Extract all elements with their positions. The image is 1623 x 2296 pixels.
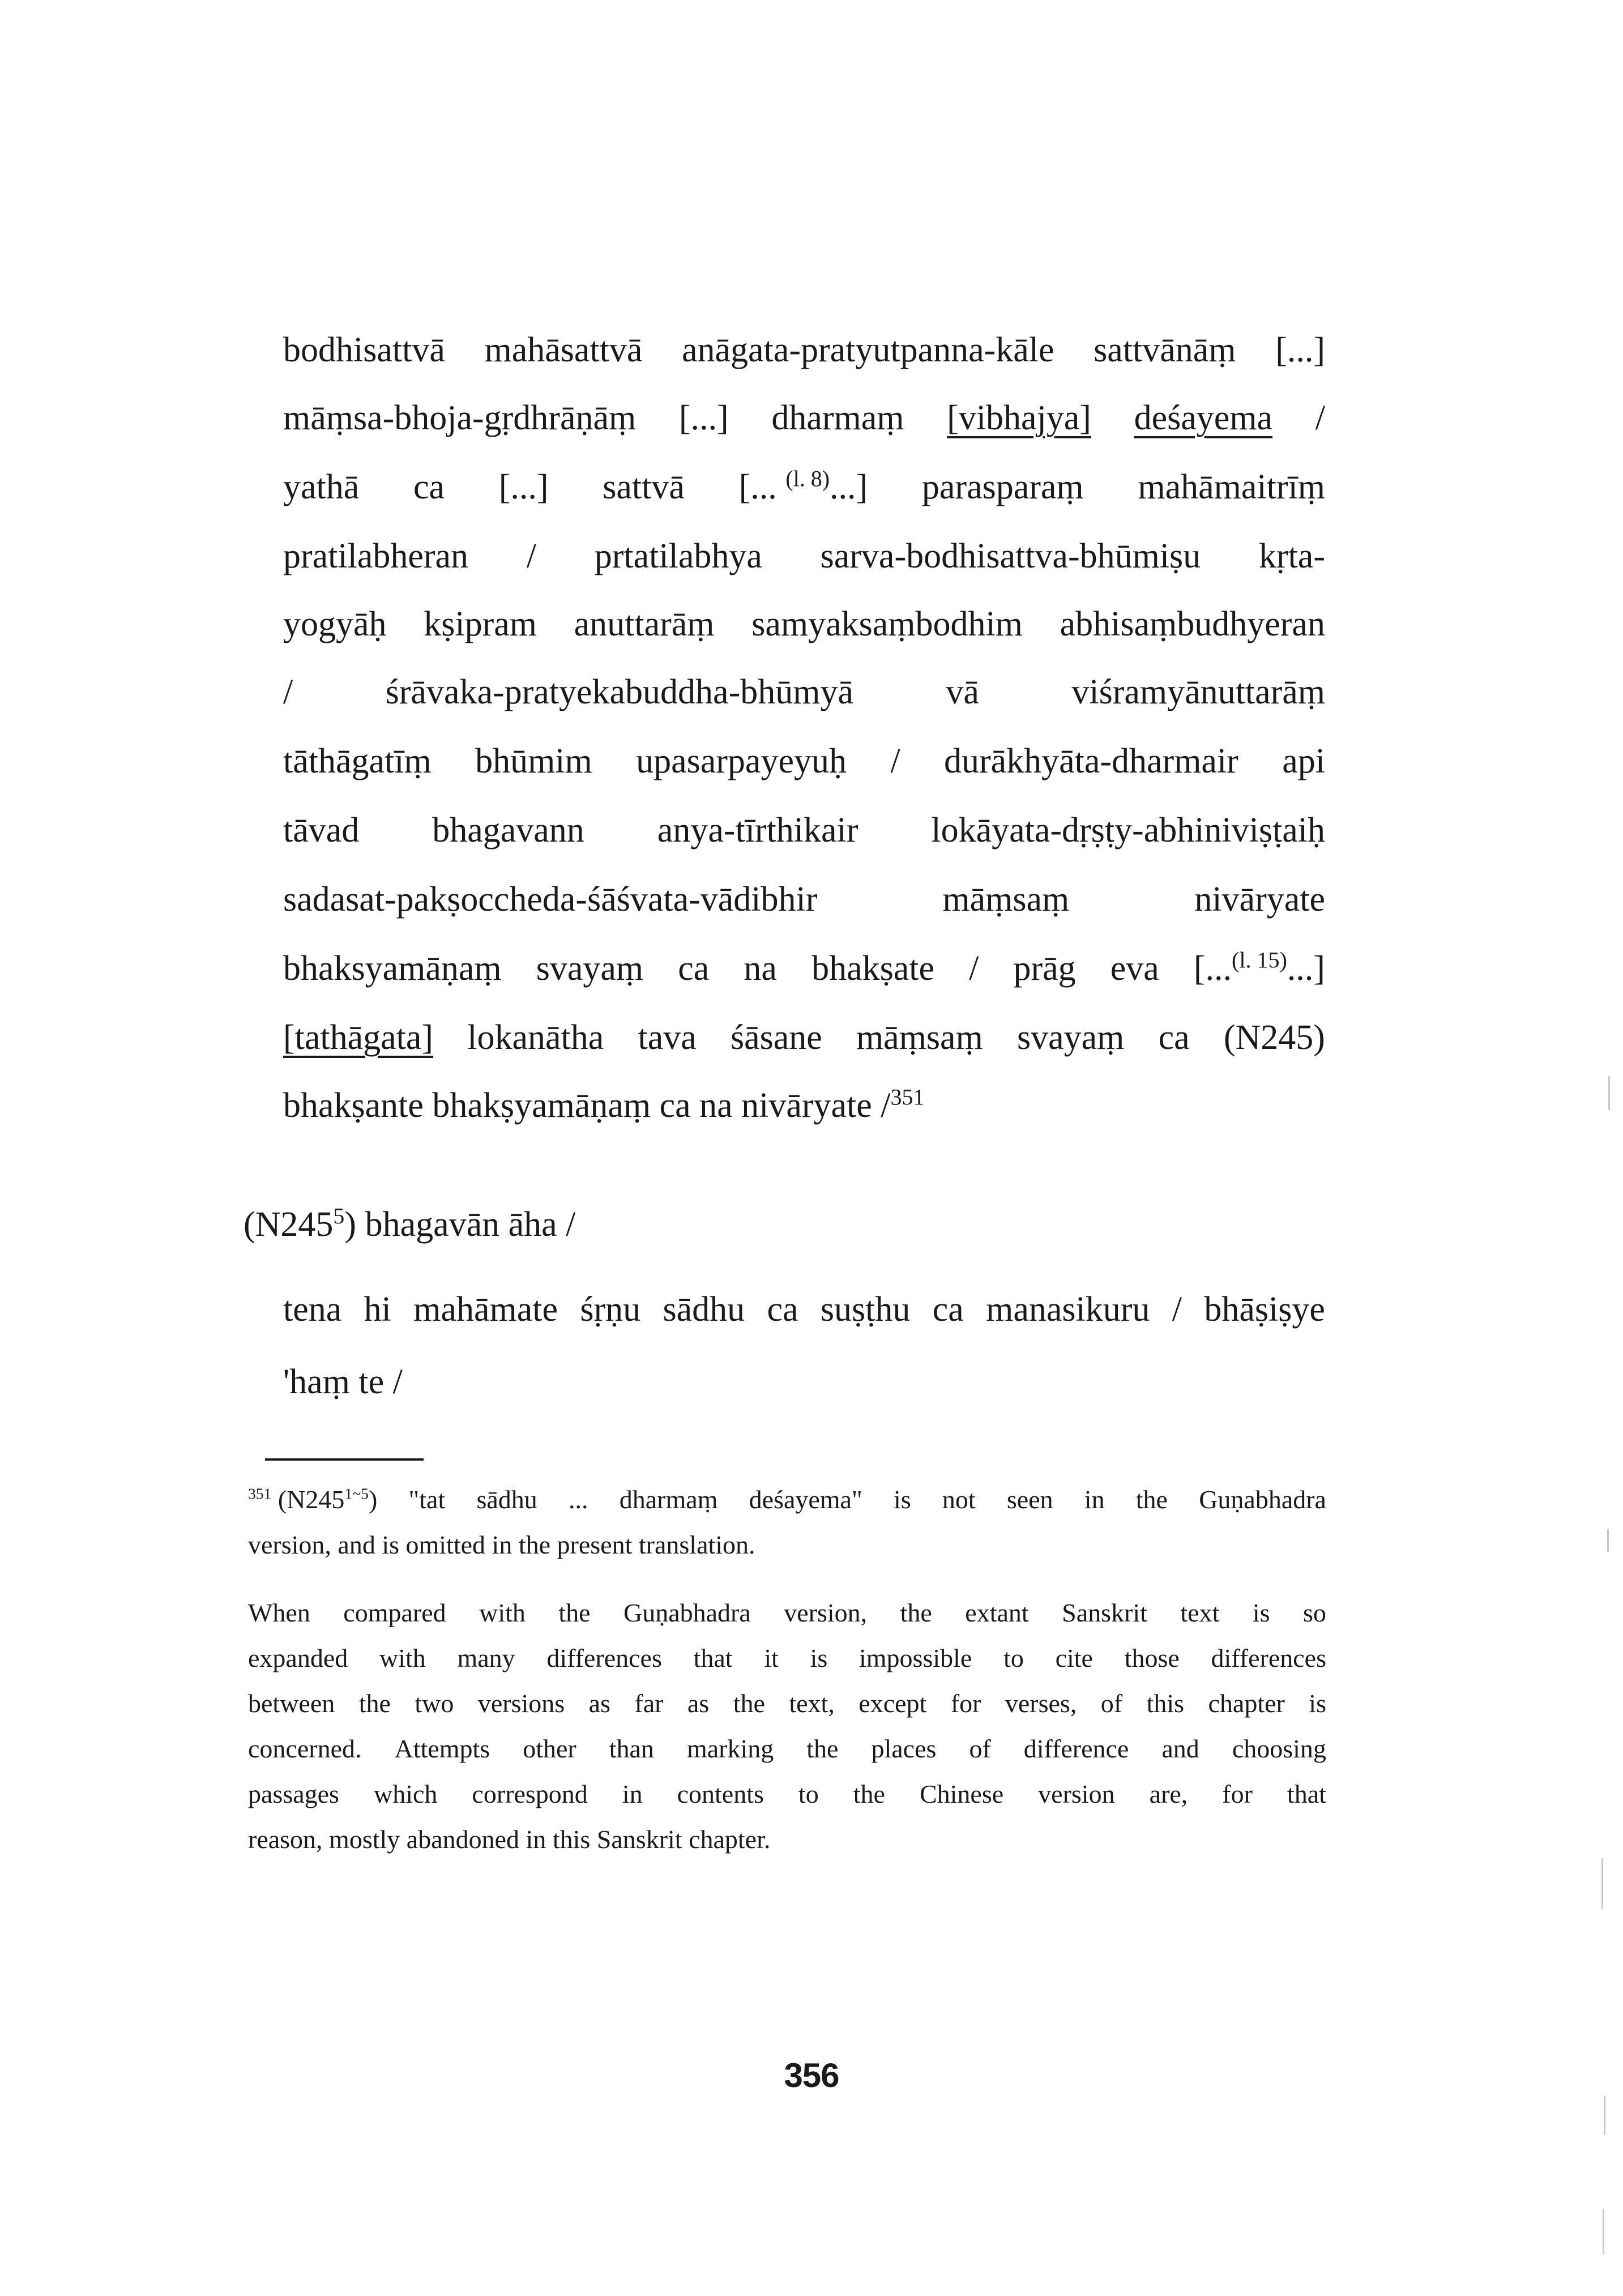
- word: /: [969, 949, 979, 988]
- footnote-line-2: [248, 1522, 755, 1568]
- reply-line-1: [283, 1281, 1325, 1338]
- word: When: [248, 1598, 310, 1627]
- word: version: [1038, 1779, 1115, 1808]
- word: which: [373, 1779, 438, 1808]
- word: svayaṃ: [536, 949, 644, 988]
- word: seen: [1006, 1485, 1053, 1514]
- reply-line-2: [283, 1354, 403, 1410]
- text-line-6: [283, 664, 1325, 720]
- word: as: [687, 1689, 710, 1718]
- word: to: [798, 1779, 819, 1808]
- scan-mark: [1604, 2096, 1605, 2135]
- word: dharmaṃ: [771, 399, 904, 437]
- footnote-reference: 351: [890, 1084, 925, 1110]
- word: between: [248, 1689, 335, 1718]
- footnote-separator: [265, 1458, 424, 1461]
- line-reference: (l. 8): [785, 466, 830, 492]
- word: ...: [569, 1485, 588, 1514]
- underlined-word: [tathāgata]: [283, 1018, 434, 1057]
- word: many: [457, 1644, 515, 1672]
- word: compared: [343, 1598, 446, 1627]
- word: śrāvaka-pratyekabuddha-bhūmyā: [385, 673, 853, 711]
- word: sādhu: [663, 1290, 745, 1329]
- footnote-ref-sup: 1~5: [344, 1484, 369, 1503]
- word: bhaksyamāṇaṃ: [283, 949, 502, 988]
- word: [...]: [678, 399, 729, 437]
- word: than: [609, 1734, 654, 1763]
- word: śāsane: [730, 1018, 822, 1057]
- word: na: [744, 949, 777, 988]
- word: tava: [638, 1018, 697, 1057]
- word: abhisaṃbudhyeran: [1060, 605, 1325, 643]
- word: cite: [1055, 1644, 1093, 1672]
- word: parasparaṃ: [921, 468, 1084, 506]
- word: bhakṣate: [812, 949, 934, 988]
- word: in: [1084, 1485, 1105, 1514]
- word: dharmaṃ: [619, 1485, 718, 1514]
- word: except: [859, 1689, 927, 1718]
- word: two: [415, 1689, 454, 1718]
- word: viśramyānuttarāṃ: [1071, 673, 1325, 711]
- footnote-para-line-2: [248, 1636, 1326, 1681]
- line-reference: (l. 15): [1232, 947, 1287, 973]
- word: extant: [965, 1598, 1029, 1627]
- word: /: [283, 673, 293, 711]
- word: for: [950, 1689, 981, 1718]
- text-line-12: [283, 1077, 925, 1134]
- word: text: [1180, 1598, 1220, 1627]
- word: yathā: [283, 468, 360, 506]
- word: lokanātha: [467, 1018, 604, 1057]
- lacuna-with-line-ref: [739, 459, 868, 515]
- lacuna-close: ...]: [830, 468, 868, 506]
- word: tāthāgatīṃ: [283, 742, 432, 780]
- scan-mark: [1608, 1076, 1610, 1110]
- word: vā: [946, 673, 979, 711]
- text-line-9: [283, 871, 1325, 928]
- word: yogyāḥ: [283, 605, 387, 643]
- word: /: [1315, 399, 1325, 437]
- text-line-11: [283, 1009, 1325, 1066]
- word: bhagavann: [432, 811, 584, 850]
- word: to: [1003, 1644, 1024, 1672]
- word: is: [810, 1644, 828, 1672]
- scan-mark: [1603, 2209, 1604, 2254]
- word: ca: [932, 1290, 964, 1329]
- word: prtatilabhya: [594, 537, 762, 575]
- word: is: [1309, 1689, 1326, 1718]
- word: with: [379, 1644, 426, 1672]
- word: other: [523, 1734, 576, 1763]
- word: impossible: [859, 1644, 972, 1672]
- word: passages: [248, 1779, 339, 1808]
- word: /: [526, 537, 537, 575]
- word: the: [806, 1734, 839, 1763]
- word: bodhisattvā: [283, 331, 445, 369]
- word: text,: [789, 1689, 835, 1718]
- footnote-ref-close: ): [368, 1485, 378, 1514]
- word: is: [893, 1485, 911, 1514]
- word: sadasat-pakṣoccheda-śāśvata-vādibhir: [283, 880, 818, 919]
- word: correspond: [472, 1779, 588, 1808]
- word: so: [1302, 1598, 1326, 1627]
- word: bhūmim: [475, 742, 592, 780]
- line-text: bhakṣante bhakṣyamāṇaṃ ca na nivāryate /: [283, 1086, 891, 1125]
- underlined-word: deśayema: [1134, 399, 1273, 437]
- word: māṃsa-bhoja-gṛdhrāṇāṃ: [283, 399, 637, 437]
- underlined-word: [vibhajya]: [947, 399, 1091, 437]
- word: hi: [364, 1290, 391, 1329]
- word: [...]: [1275, 331, 1325, 369]
- word: kṛta-: [1258, 537, 1325, 575]
- word: (N245): [1223, 1018, 1325, 1057]
- word: /: [1172, 1290, 1182, 1329]
- scan-mark: [1601, 1858, 1603, 1909]
- word: api: [1282, 742, 1325, 780]
- word: śṛṇu: [580, 1290, 641, 1329]
- text-line-7: [283, 733, 1325, 789]
- word: concerned.: [248, 1734, 362, 1763]
- word: of: [1100, 1689, 1123, 1718]
- word: samyaksaṃbodhim: [751, 605, 1023, 643]
- section-ref: (N245: [244, 1205, 334, 1244]
- text-line-5: [283, 596, 1325, 652]
- lacuna-open: [...: [738, 468, 777, 506]
- word: ca: [1158, 1018, 1190, 1057]
- word: not: [942, 1485, 976, 1514]
- word: mahāsattvā: [484, 331, 643, 369]
- footnote-ref: (N245: [277, 1485, 345, 1514]
- word: differences: [546, 1644, 662, 1672]
- word: sattvānāṃ: [1094, 331, 1236, 369]
- footnote-para-line-3: [248, 1681, 1326, 1726]
- word: those: [1124, 1644, 1180, 1672]
- word: ca: [678, 949, 710, 988]
- word: marking: [686, 1734, 774, 1763]
- word: prāg: [1013, 949, 1076, 988]
- section-ref-close: ): [344, 1205, 357, 1244]
- word: Guṇabhadra: [1199, 1485, 1326, 1514]
- word: places: [871, 1734, 937, 1763]
- word: mahāmate: [413, 1290, 558, 1329]
- word: lokāyata-dṛṣṭy-abhiniviṣṭaiḥ: [931, 811, 1325, 850]
- word: eva: [1110, 949, 1159, 988]
- page-number: 356: [784, 2056, 839, 2094]
- word: mahāmaitrīṃ: [1138, 468, 1325, 506]
- footnote-lead: [248, 1477, 377, 1522]
- word: Attempts: [394, 1734, 490, 1763]
- footnote-para-line-1: [248, 1590, 1326, 1636]
- word: expanded: [248, 1644, 348, 1672]
- word: the: [1135, 1485, 1168, 1514]
- word: versions: [477, 1689, 565, 1718]
- word: difference: [1023, 1734, 1129, 1763]
- text-line-2: [283, 390, 1325, 446]
- word: the: [733, 1689, 765, 1718]
- word: in: [622, 1779, 643, 1808]
- scan-mark: [1607, 1529, 1609, 1552]
- word: differences: [1211, 1644, 1326, 1672]
- word: tāvad: [283, 811, 360, 850]
- lacuna-open: [...: [1193, 949, 1232, 988]
- text-line-1: [283, 322, 1325, 378]
- word: the: [900, 1598, 932, 1627]
- word: anya-tīrthikair: [657, 811, 859, 850]
- word: bhāṣiṣye: [1204, 1290, 1325, 1329]
- section-heading: [244, 1196, 575, 1253]
- word: that: [1287, 1779, 1326, 1808]
- text-line-10: [283, 940, 1325, 997]
- lacuna-close: ...]: [1287, 949, 1325, 988]
- word: nivāryate: [1194, 880, 1325, 919]
- word: [...]: [498, 468, 549, 506]
- word: contents: [677, 1779, 764, 1808]
- word: tena: [283, 1290, 342, 1329]
- word: Chinese: [919, 1779, 1004, 1808]
- word: sattvā: [603, 468, 685, 506]
- word: and: [1161, 1734, 1199, 1763]
- word: the: [358, 1689, 391, 1718]
- word: is: [1252, 1598, 1270, 1627]
- word: verses,: [1005, 1689, 1077, 1718]
- word: choosing: [1232, 1734, 1326, 1763]
- word: Sanskrit: [1062, 1598, 1147, 1627]
- word: of: [969, 1734, 991, 1763]
- footnote-para-line-6: [248, 1817, 770, 1862]
- word: deśayema": [749, 1485, 862, 1514]
- word: the: [853, 1779, 885, 1808]
- text-line-8: [283, 802, 1325, 859]
- line-text: reason, mostly abandoned in this Sanskrit chapter.: [248, 1825, 771, 1854]
- section-ref-sup: 5: [333, 1203, 345, 1229]
- word: pratilabheran: [283, 537, 469, 575]
- word: anāgata-pratyutpanna-kāle: [682, 331, 1054, 369]
- word: sādhu: [476, 1485, 537, 1514]
- word: manasikuru: [986, 1290, 1150, 1329]
- word: this: [1146, 1689, 1185, 1718]
- footnote-para-line-5: [248, 1772, 1326, 1817]
- word: māṃsaṃ: [856, 1018, 983, 1057]
- lacuna-with-line-ref: [1194, 940, 1325, 997]
- word: for: [1222, 1779, 1253, 1808]
- word: with: [479, 1598, 526, 1627]
- footnote-line-1: [248, 1477, 1326, 1522]
- footnote-para-line-4: [248, 1726, 1326, 1772]
- word: ca: [767, 1290, 798, 1329]
- line-text: version, and is omitted in the present translation.: [248, 1530, 755, 1559]
- word: the: [558, 1598, 591, 1627]
- text-line-4: [283, 528, 1325, 584]
- word: chapter: [1208, 1689, 1285, 1718]
- footnote-number: 351: [248, 1484, 272, 1503]
- text-line-3: [283, 459, 1325, 515]
- word: are,: [1149, 1779, 1188, 1808]
- word: suṣṭhu: [820, 1290, 911, 1329]
- word: upasarpayeyuḥ: [636, 742, 847, 780]
- word: /: [890, 742, 900, 780]
- line-text: 'haṃ te /: [283, 1363, 403, 1401]
- word: that: [693, 1644, 733, 1672]
- word: anuttarāṃ: [574, 605, 715, 643]
- word: sarva-bodhisattva-bhūmiṣu: [820, 537, 1201, 575]
- word: ca: [413, 468, 445, 506]
- word: svayaṃ: [1017, 1018, 1125, 1057]
- word: Guṇabhadra: [623, 1598, 751, 1627]
- word: kṣipram: [424, 605, 537, 643]
- section-text: bhagavān āha /: [365, 1205, 576, 1244]
- word: far: [634, 1689, 664, 1718]
- word: as: [588, 1689, 610, 1718]
- word: it: [764, 1644, 779, 1672]
- word: māṃsaṃ: [942, 880, 1070, 919]
- word: version,: [784, 1598, 868, 1627]
- word: durākhyāta-dharmair: [943, 742, 1238, 780]
- word: "tat: [408, 1485, 446, 1514]
